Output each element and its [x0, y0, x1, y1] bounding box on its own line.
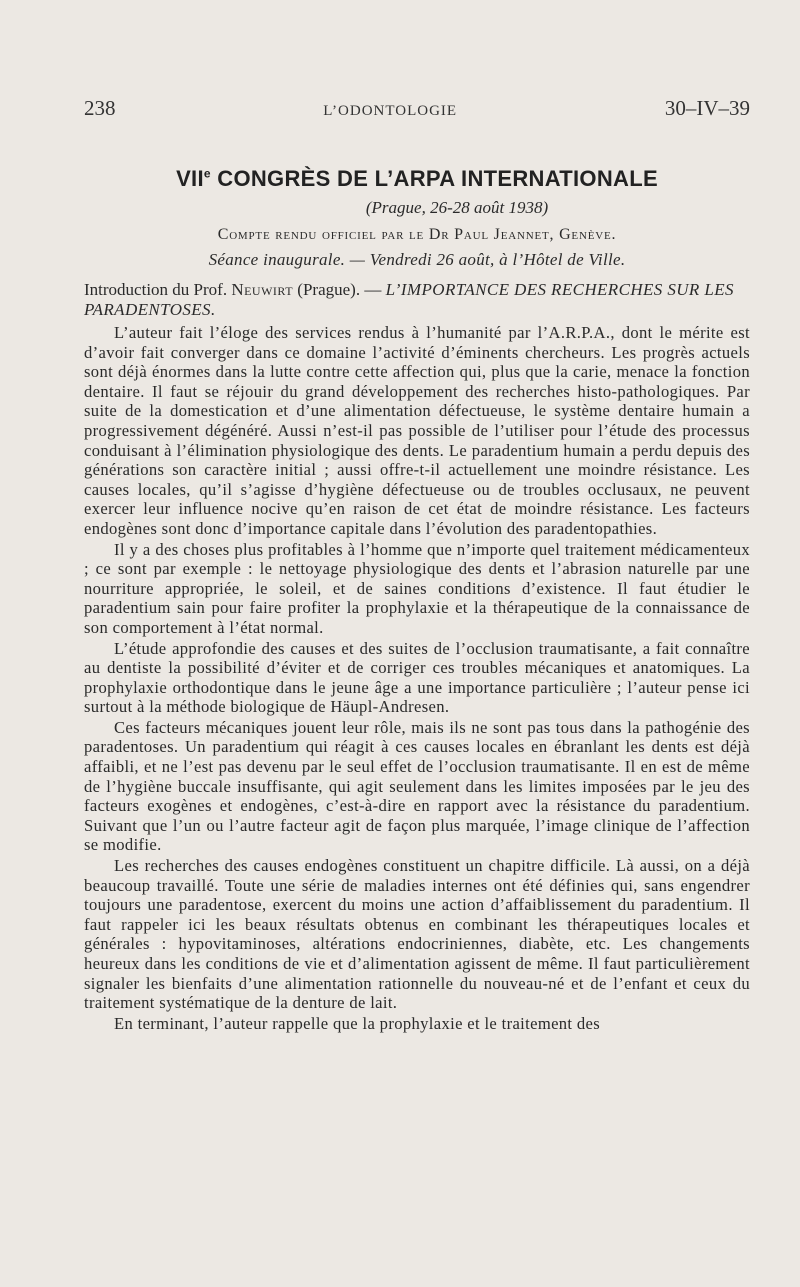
paragraph: Ces facteurs mécaniques jouent leur rôle, mais ils ne sont pas tous dans la pathogénie des paradentoses. Un paradentium qui réagit à ces causes locales en ébranlant les dents est déjà affaibli, et ne l’est pas devenu par le seul effet de l’occlusion traumatisante. Il en est de même de l’hygiène buccale insuffisante, qui agit seulement dans les limites imposées par le jeu des facteurs exogènes et endogènes, c’est-à-dire en rapport avec la résistance du paradentium. Suivant que l’un ou l’autre facteur agit de façon plus marquée, l’image clinique de l’affection se modifie. [84, 717, 750, 855]
intro-place: (Prague). — [293, 280, 386, 299]
running-head [84, 96, 750, 122]
title-sup: e [203, 166, 211, 181]
paragraph: En terminant, l’auteur rappelle que la prophylaxie et le traitement des [114, 1013, 601, 1033]
intro-subject: L’IMPORTANCE DES RECHERCHES SUR LES PARADENTOSES. [84, 280, 734, 319]
intro-text: Introduction du Prof. [84, 280, 232, 299]
title-main: CONGRÈS DE L’ARPA INTERNATIONALE [210, 166, 658, 191]
title-prefix: VII [176, 166, 204, 191]
article-title [84, 166, 750, 192]
paragraph: Il y a des choses plus profitables à l’homme que n’importe quel traitement médicamenteux ; ce sont par exemple : le nettoyage physiologique des dents et l’abrasion naturelle par une nourriture appropriée, le soleil, et de saines conditions d’existence. Il faut étudier le paradentium sain pour faire profiter la prophylaxie et la thérapeutique de la connaissance de son comportement à l’état normal. [84, 539, 750, 637]
journal-title: L’ODONTOLOGIE [323, 103, 458, 119]
issue-date: 30–IV–39 [664, 96, 750, 120]
page-number: 238 [84, 96, 116, 120]
introduction-line [84, 280, 750, 319]
document-page [84, 96, 750, 1034]
article-location: (Prague, 26-28 août 1938) [365, 198, 549, 217]
paragraph: L’auteur fait l’éloge des services rendus à l’humanité par l’A.R.P.A., dont le mérite est d’avoir fait converger dans ce domaine l’activité d’éminents chercheurs. Les progrès actuels sont déjà énormes dans la lutte contre cette affection qui, plus que la carie, menace la fonction dentaire. Il faut se réjouir du grand développement des recherches histo-pathologiques. Par suite de la domestication et d’une alimentation défectueuse, le système dentaire humain a progressivement dégénéré. Aussi n’est-il pas possible de l’utiliser pour l’étude des processus conduisant à l’élimination physiologique des dents. Le paradentium humain a perdu depuis des générations son caractère initial ; aussi offre-t-il actuellement une moindre résistance. Les causes locales, qu’il s’agisse d’hygiène défectueuse ou de troubles occlusaux, ne peuvent exercer leur influence nocive qu’en raison de cet état de moindre résistance. Les facteurs endogènes sont donc d’importance capitale dans l’évolution des paradentopathies. [84, 323, 750, 538]
paragraph: L’étude approfondie des causes et des suites de l’occlusion traumatisante, a fait connaître au dentiste la possibilité d’éviter et de corriger ces troubles mécaniques et anatomiques. La prophylaxie orthodontique dans le jeune âge a une importance particulière ; l’auteur pense ici surtout à la méthode biologique de Häupl-Andresen. [84, 638, 750, 717]
intro-author: Neuwirt [231, 280, 294, 299]
paragraph: Les recherches des causes endogènes constituent un chapitre difficile. Là aussi, on a déjà beaucoup travaillé. Toute une série de maladies internes ont été définies qui, sans engendrer toujours une paradentose, exercent du moins une action d’affaiblissement du paradentium. Il faut rappeler ici les beaux résultats obtenus en combinant les thérapeutiques locales et générales : hypovitaminoses, altérations endocriniennes, diabète, etc. Les changements heureux dans les conditions de vie et d’alimentation agissent de même. Il faut particulièrement signaler les bienfaits d’une alimentation rationnelle du nouveau-né et de l’enfant et ceux du traitement systématique de la denture de lait. [84, 856, 750, 1013]
report-credit: Compte rendu officiel par le Dr Paul Jeannet, Genève. [217, 226, 617, 243]
session-line: Séance inaugurale. — Vendredi 26 août, à l’Hôtel de Ville. [208, 250, 626, 269]
